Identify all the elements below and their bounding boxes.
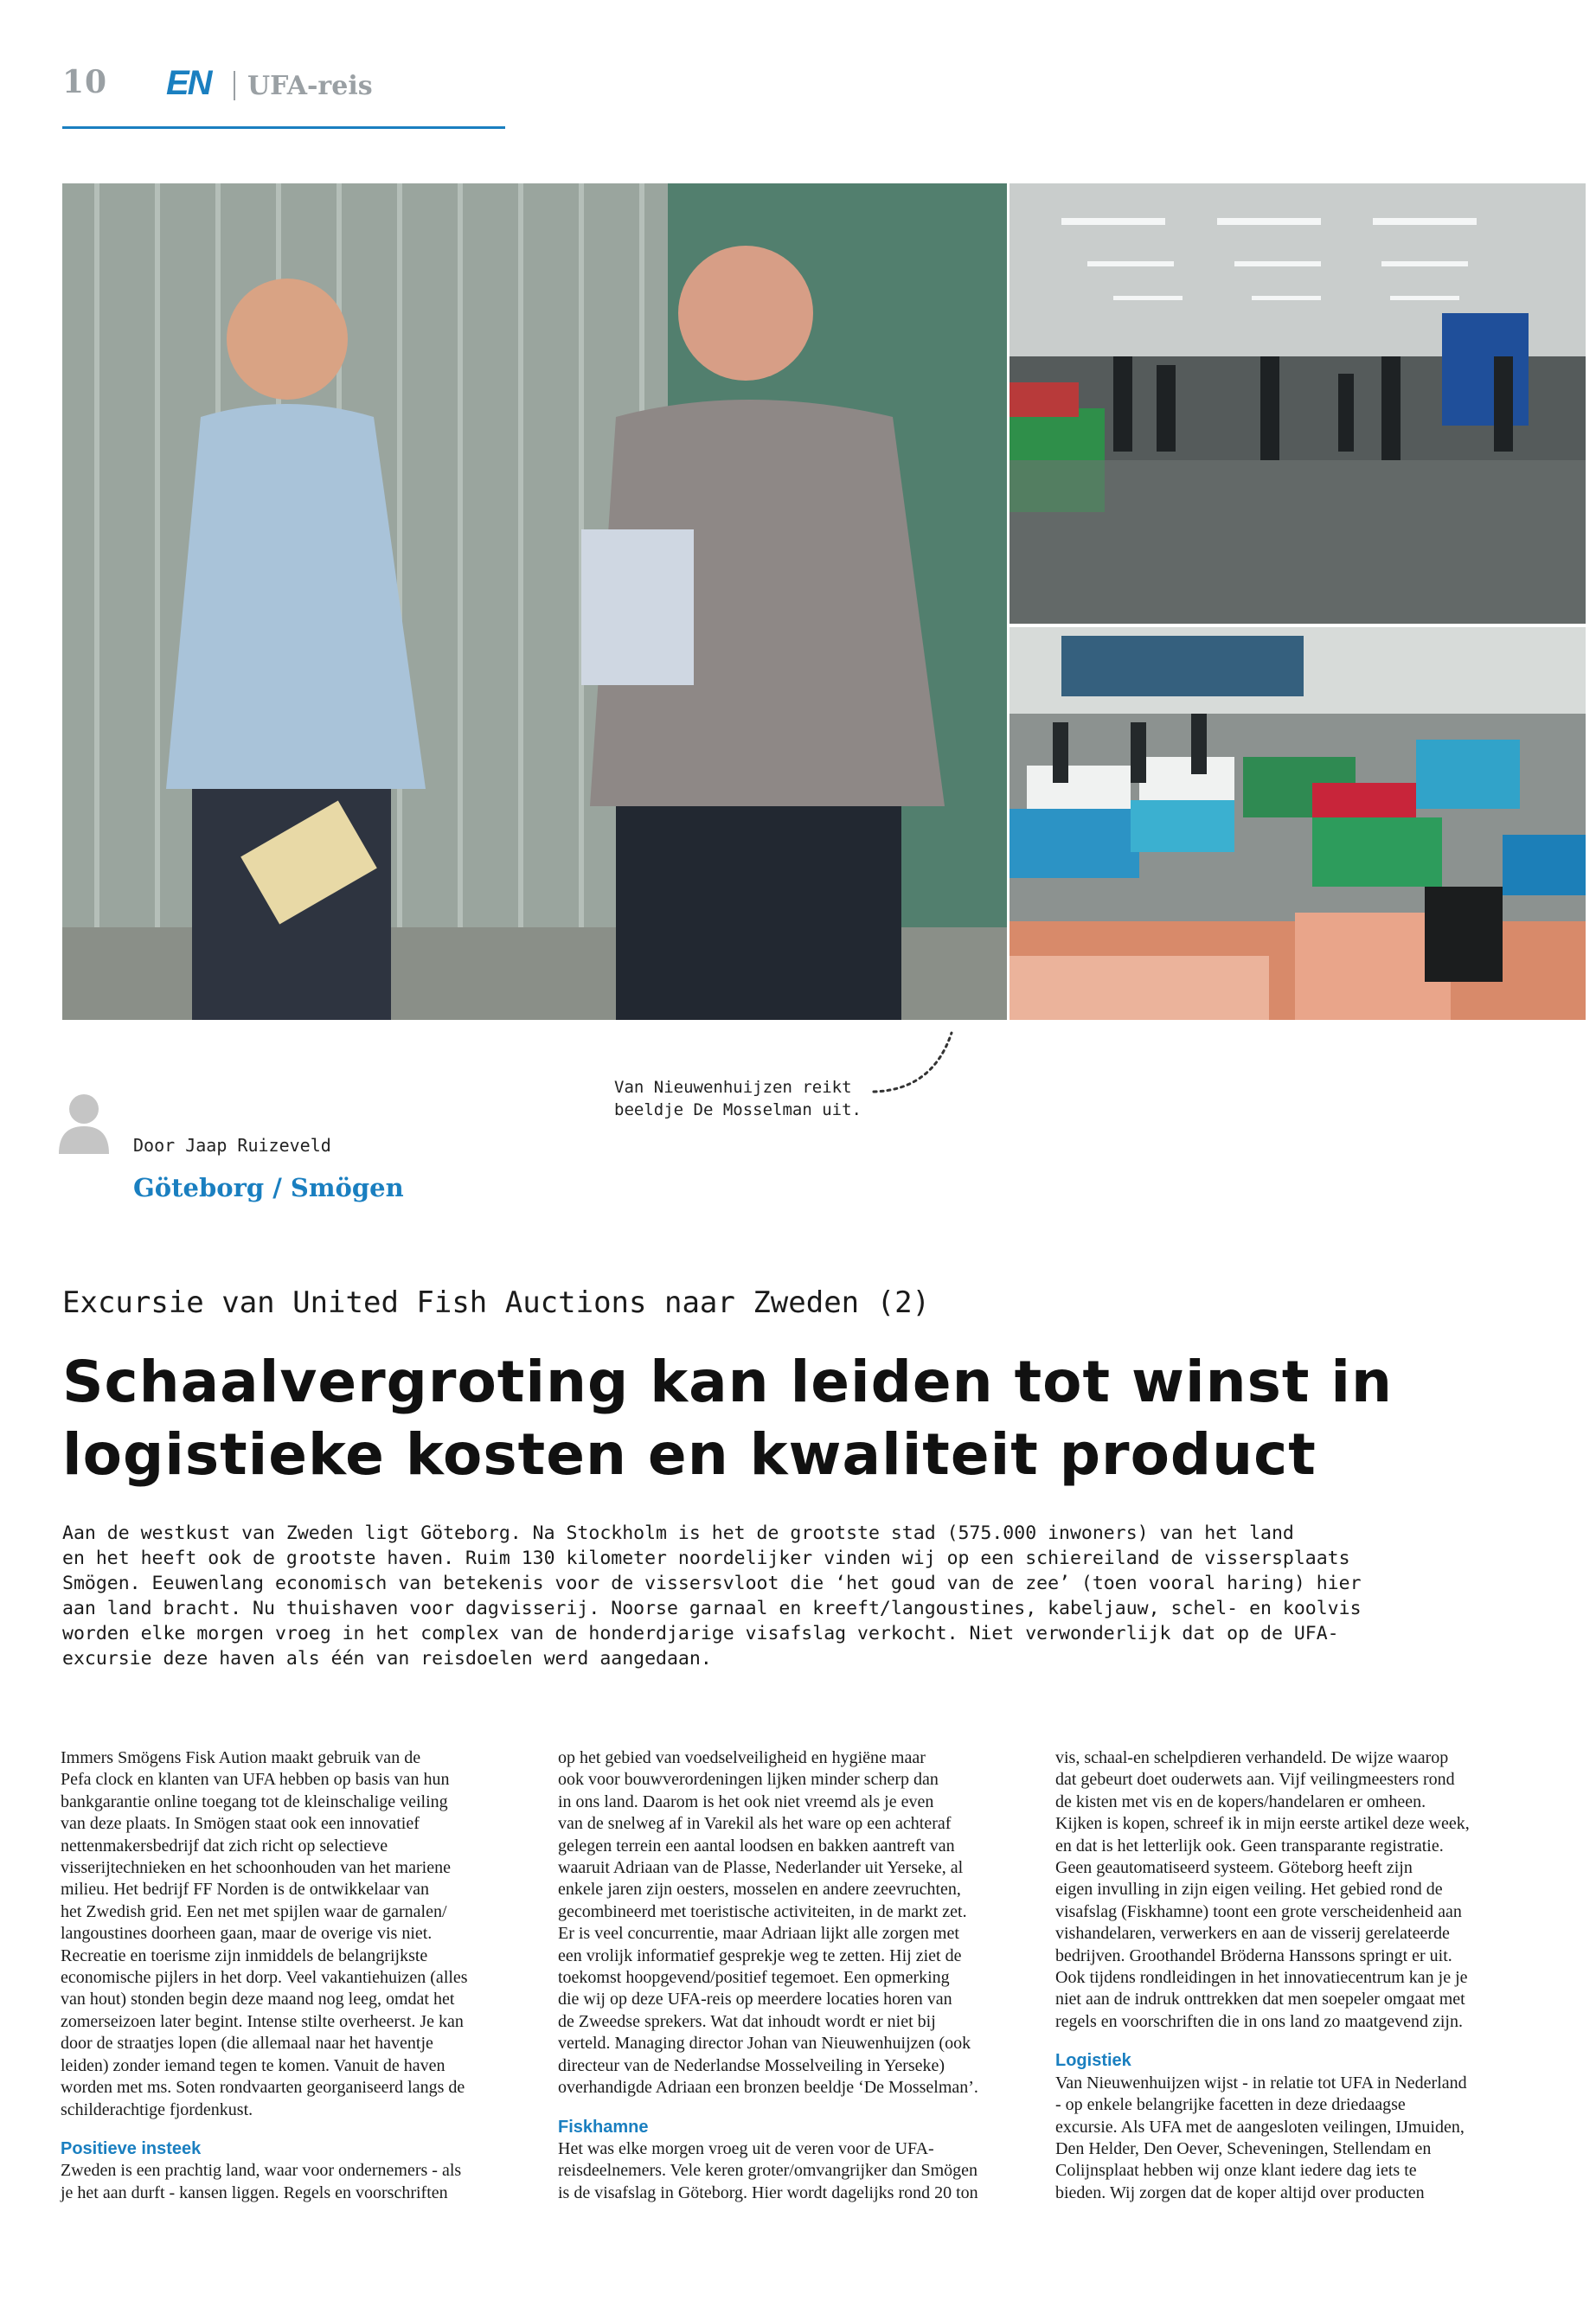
body-line: je het aan durft - kansen liggen. Regels en voorschriften xyxy=(61,2182,448,2202)
body-line: het Zwedish grid. Een net met spijlen waar de garnalen/ xyxy=(61,1901,447,1921)
author-byline: Door Jaap Ruizeveld xyxy=(133,1135,331,1156)
body-line: overhandigde Adriaan een bronzen beeldje ‘De Mosselman’. xyxy=(558,2078,978,2098)
subheading-fiskhamne: Fiskhamne xyxy=(558,2117,649,2137)
body-line: de kisten met vis en de kopers/handelaren er omheen. xyxy=(1055,1791,1426,1811)
body-line: de Zweedse sprekers. Wat dat inhoudt wordt er niet bij xyxy=(558,2011,936,2031)
photo-fish-crates xyxy=(1010,627,1586,1020)
article-headline xyxy=(62,1346,1533,1491)
headline-line: Schaalvergroting kan leiden tot winst in xyxy=(62,1349,1393,1415)
body-column-1 xyxy=(61,1747,510,2204)
body-line: Kijken is kopen, schreef ik in mijn eerste artikel deze week, xyxy=(1055,1814,1470,1834)
body-line: Van Nieuwenhuijzen wijst - in relatie tot UFA in Nederland xyxy=(1055,2073,1467,2093)
body-line: waaruit Adriaan van de Plasse, Nederlander uit Yerseke, al xyxy=(558,1858,964,1878)
header-separator xyxy=(234,71,235,100)
caption-pointer-icon xyxy=(872,1029,967,1099)
body-line: Recreatie en toerisme zijn inmiddels de belangrijkste xyxy=(61,1945,428,1965)
body-line: vis, schaal-en schelpdieren verhandeld. De wijze waarop xyxy=(1055,1748,1449,1767)
body-line: door de straatjes lopen (die allemaal naar het haventje xyxy=(61,2034,433,2054)
body-line: directeur van de Nederlandse Mosselveiling in Yerseke) xyxy=(558,2055,945,2075)
body-line: is de visafslag in Göteborg. Hier wordt dagelijks rond 20 ton xyxy=(558,2182,978,2202)
subheading-positieve-insteek: Positieve insteek xyxy=(61,2138,202,2158)
body-line: Den Helder, Den Oever, Scheveningen, Stellendam en xyxy=(1055,2138,1432,2158)
magazine-logo: EN xyxy=(166,64,211,102)
body-line: visafslag (Fiskhamne) toont een grote verscheidenheid aan xyxy=(1055,1901,1462,1921)
body-line: economische pijlers in het dorp. Veel vakantiehuizen (alles xyxy=(61,1968,468,1988)
photo-auction-hall xyxy=(1010,183,1586,624)
body-line: worden met ms. Soten rondvaarten georganiseerd langs de xyxy=(61,2078,465,2098)
page-number: 10 xyxy=(62,64,108,100)
body-line: een vrolijk informatief gesprekje weg te zetten. Hij ziet de xyxy=(558,1945,962,1965)
body-line: dat gebeurt doet ouderwets aan. Vijf veilingmeesters rond xyxy=(1055,1770,1455,1790)
body-line: zomerseizoen later begint. Intense stilte overheerst. Je kan xyxy=(61,2011,464,2031)
dateline-location: Göteborg / Smögen xyxy=(133,1173,404,1202)
body-line: bedrijven. Groothandel Bröderna Hanssons springt er uit. xyxy=(1055,1945,1452,1965)
body-line: Immers Smögens Fisk Aution maakt gebruik van de xyxy=(61,1748,421,1767)
intro-line: Smögen. Eeuwenlang economisch van betekenis voor de vissersvloot die ‘het goud van de zee’ (toen vooral haring) hier xyxy=(62,1573,1362,1594)
body-line: bieden. Wij zorgen dat de koper altijd over producten xyxy=(1055,2182,1425,2202)
article-intro xyxy=(62,1521,1362,1671)
body-line: van de snelweg af in Varekil als het ware op een achteraf xyxy=(558,1814,952,1834)
body-line: reisdeelnemers. Vele keren groter/omvangrijker dan Smögen xyxy=(558,2161,978,2181)
subheading-logistiek: Logistiek xyxy=(1055,2051,1131,2071)
intro-line: Aan de westkust van Zweden ligt Göteborg. Na Stockholm is het de grootste stad (575.000 inwoners) van het land xyxy=(62,1522,1294,1544)
body-line: excursie. Als UFA met de aangesloten veilingen, IJmuiden, xyxy=(1055,2117,1465,2137)
body-line: niet aan de indruk onttrekken dat men soepeler omgaat met xyxy=(1055,1990,1465,2009)
body-line: vishandelaren, verwerkers en aan de visserij gerelateerde xyxy=(1055,1924,1450,1944)
author-avatar-icon xyxy=(59,1092,109,1154)
body-line: langoustines doorheen gaan, maar de overige vis niet. xyxy=(61,1924,433,1944)
body-line: die wij op deze UFA-reis op meerdere locaties horen van xyxy=(558,1990,952,2009)
body-column-3 xyxy=(1055,1747,1505,2204)
body-line: eigen invulling in zijn eigen veiling. Het gebied rond de xyxy=(1055,1880,1443,1900)
body-line: ook voor bouwverordeningen lijken minder scherp dan xyxy=(558,1770,939,1790)
body-line: leiden) zonder iemand tegen te komen. Vanuit de haven xyxy=(61,2055,445,2075)
body-line: Zweden is een prachtig land, waar voor ondernemers - als xyxy=(61,2161,462,2181)
article-kicker: Excursie van United Fish Auctions naar Zweden (2) xyxy=(62,1285,931,1320)
body-column-2 xyxy=(558,1747,1008,2204)
body-line: schilderachtige fjordenkust. xyxy=(61,2099,253,2119)
intro-line: excursie deze haven als één van reisdoelen werd aangedaan. xyxy=(62,1648,712,1670)
body-line: regels en voorschriften die in ons land zo maatgevend zijn. xyxy=(1055,2011,1463,2031)
headline-line: logistieke kosten en kwaliteit product xyxy=(62,1421,1317,1488)
body-line: visserijtechnieken en het schoonhouden van het mariene xyxy=(61,1858,451,1878)
section-title: UFA-reis xyxy=(247,71,373,101)
body-line: gelegen terrein een aantal loodsen en bakken aantreft van xyxy=(558,1836,955,1856)
body-line: milieu. Het bedrijf FF Norden is de ontwikkelaar van xyxy=(61,1880,430,1900)
photo-award-presentation xyxy=(62,183,1007,1020)
caption-line: Van Nieuwenhuijzen reikt xyxy=(614,1078,852,1097)
body-line: enkele jaren zijn oesters, mosselen en andere zeevruchten, xyxy=(558,1880,961,1900)
intro-line: aan land bracht. Nu thuishaven voor dagvisserij. Noorse garnaal en kreeft/langoustines, kabeljauw, schel- en koolvis xyxy=(62,1598,1362,1619)
body-line: Ook tijdens rondleidingen in het innovatiecentrum kan je je xyxy=(1055,1968,1468,1988)
body-line: in ons land. Daarom is het ook niet vreemd als je even xyxy=(558,1791,934,1811)
intro-line: worden elke morgen vroeg in het complex van de honderdjarige visafslag verkocht. Niet verwonderlijk dat op de UFA- xyxy=(62,1623,1339,1644)
body-line: gecombineerd met toeristische activiteiten, in de markt zet. xyxy=(558,1901,967,1921)
body-line: bankgarantie online toegang tot de kleinschalige veiling xyxy=(61,1791,448,1811)
body-line: van hout) stonden begin deze maand nog leeg, omdat het xyxy=(61,1990,455,2009)
body-line: Colijnsplaat hebben wij onze klant iedere dag iets te xyxy=(1055,2161,1417,2181)
body-line: van deze plaats. In Smögen staat ook een innovatief xyxy=(61,1814,420,1834)
body-line: Pefa clock en klanten van UFA hebben op basis van hun xyxy=(61,1770,450,1790)
body-line: Geen geautomatiseerd systeem. Göteborg heeft zijn xyxy=(1055,1858,1413,1878)
body-line: nettenmakersbedrijf dat zich richt op selectieve xyxy=(61,1836,388,1856)
header-rule xyxy=(62,126,505,129)
body-line: verteld. Managing director Johan van Nieuwenhuijzen (ook xyxy=(558,2034,971,2054)
body-line: - op enkele belangrijke facetten in deze driedaagse xyxy=(1055,2095,1406,2115)
body-line: Het was elke morgen vroeg uit de veren voor de UFA- xyxy=(558,2138,934,2158)
body-line: en dat is het letterlijk ook. Geen transparante registratie. xyxy=(1055,1836,1444,1856)
body-line: Er is veel concurrentie, maar Adriaan lijkt alle zorgen met xyxy=(558,1924,959,1944)
body-line: toekomst hoopgevend/positief tegemoet. Een opmerking xyxy=(558,1968,950,1988)
photo-caption xyxy=(614,1076,900,1121)
caption-line: beeldje De Mosselman uit. xyxy=(614,1100,862,1119)
body-line: op het gebied van voedselveiligheid en hygiëne maar xyxy=(558,1748,926,1767)
intro-line: en het heeft ook de grootste haven. Ruim 130 kilometer noordelijker vinden wij op een schiereiland de vissersplaats xyxy=(62,1548,1350,1569)
